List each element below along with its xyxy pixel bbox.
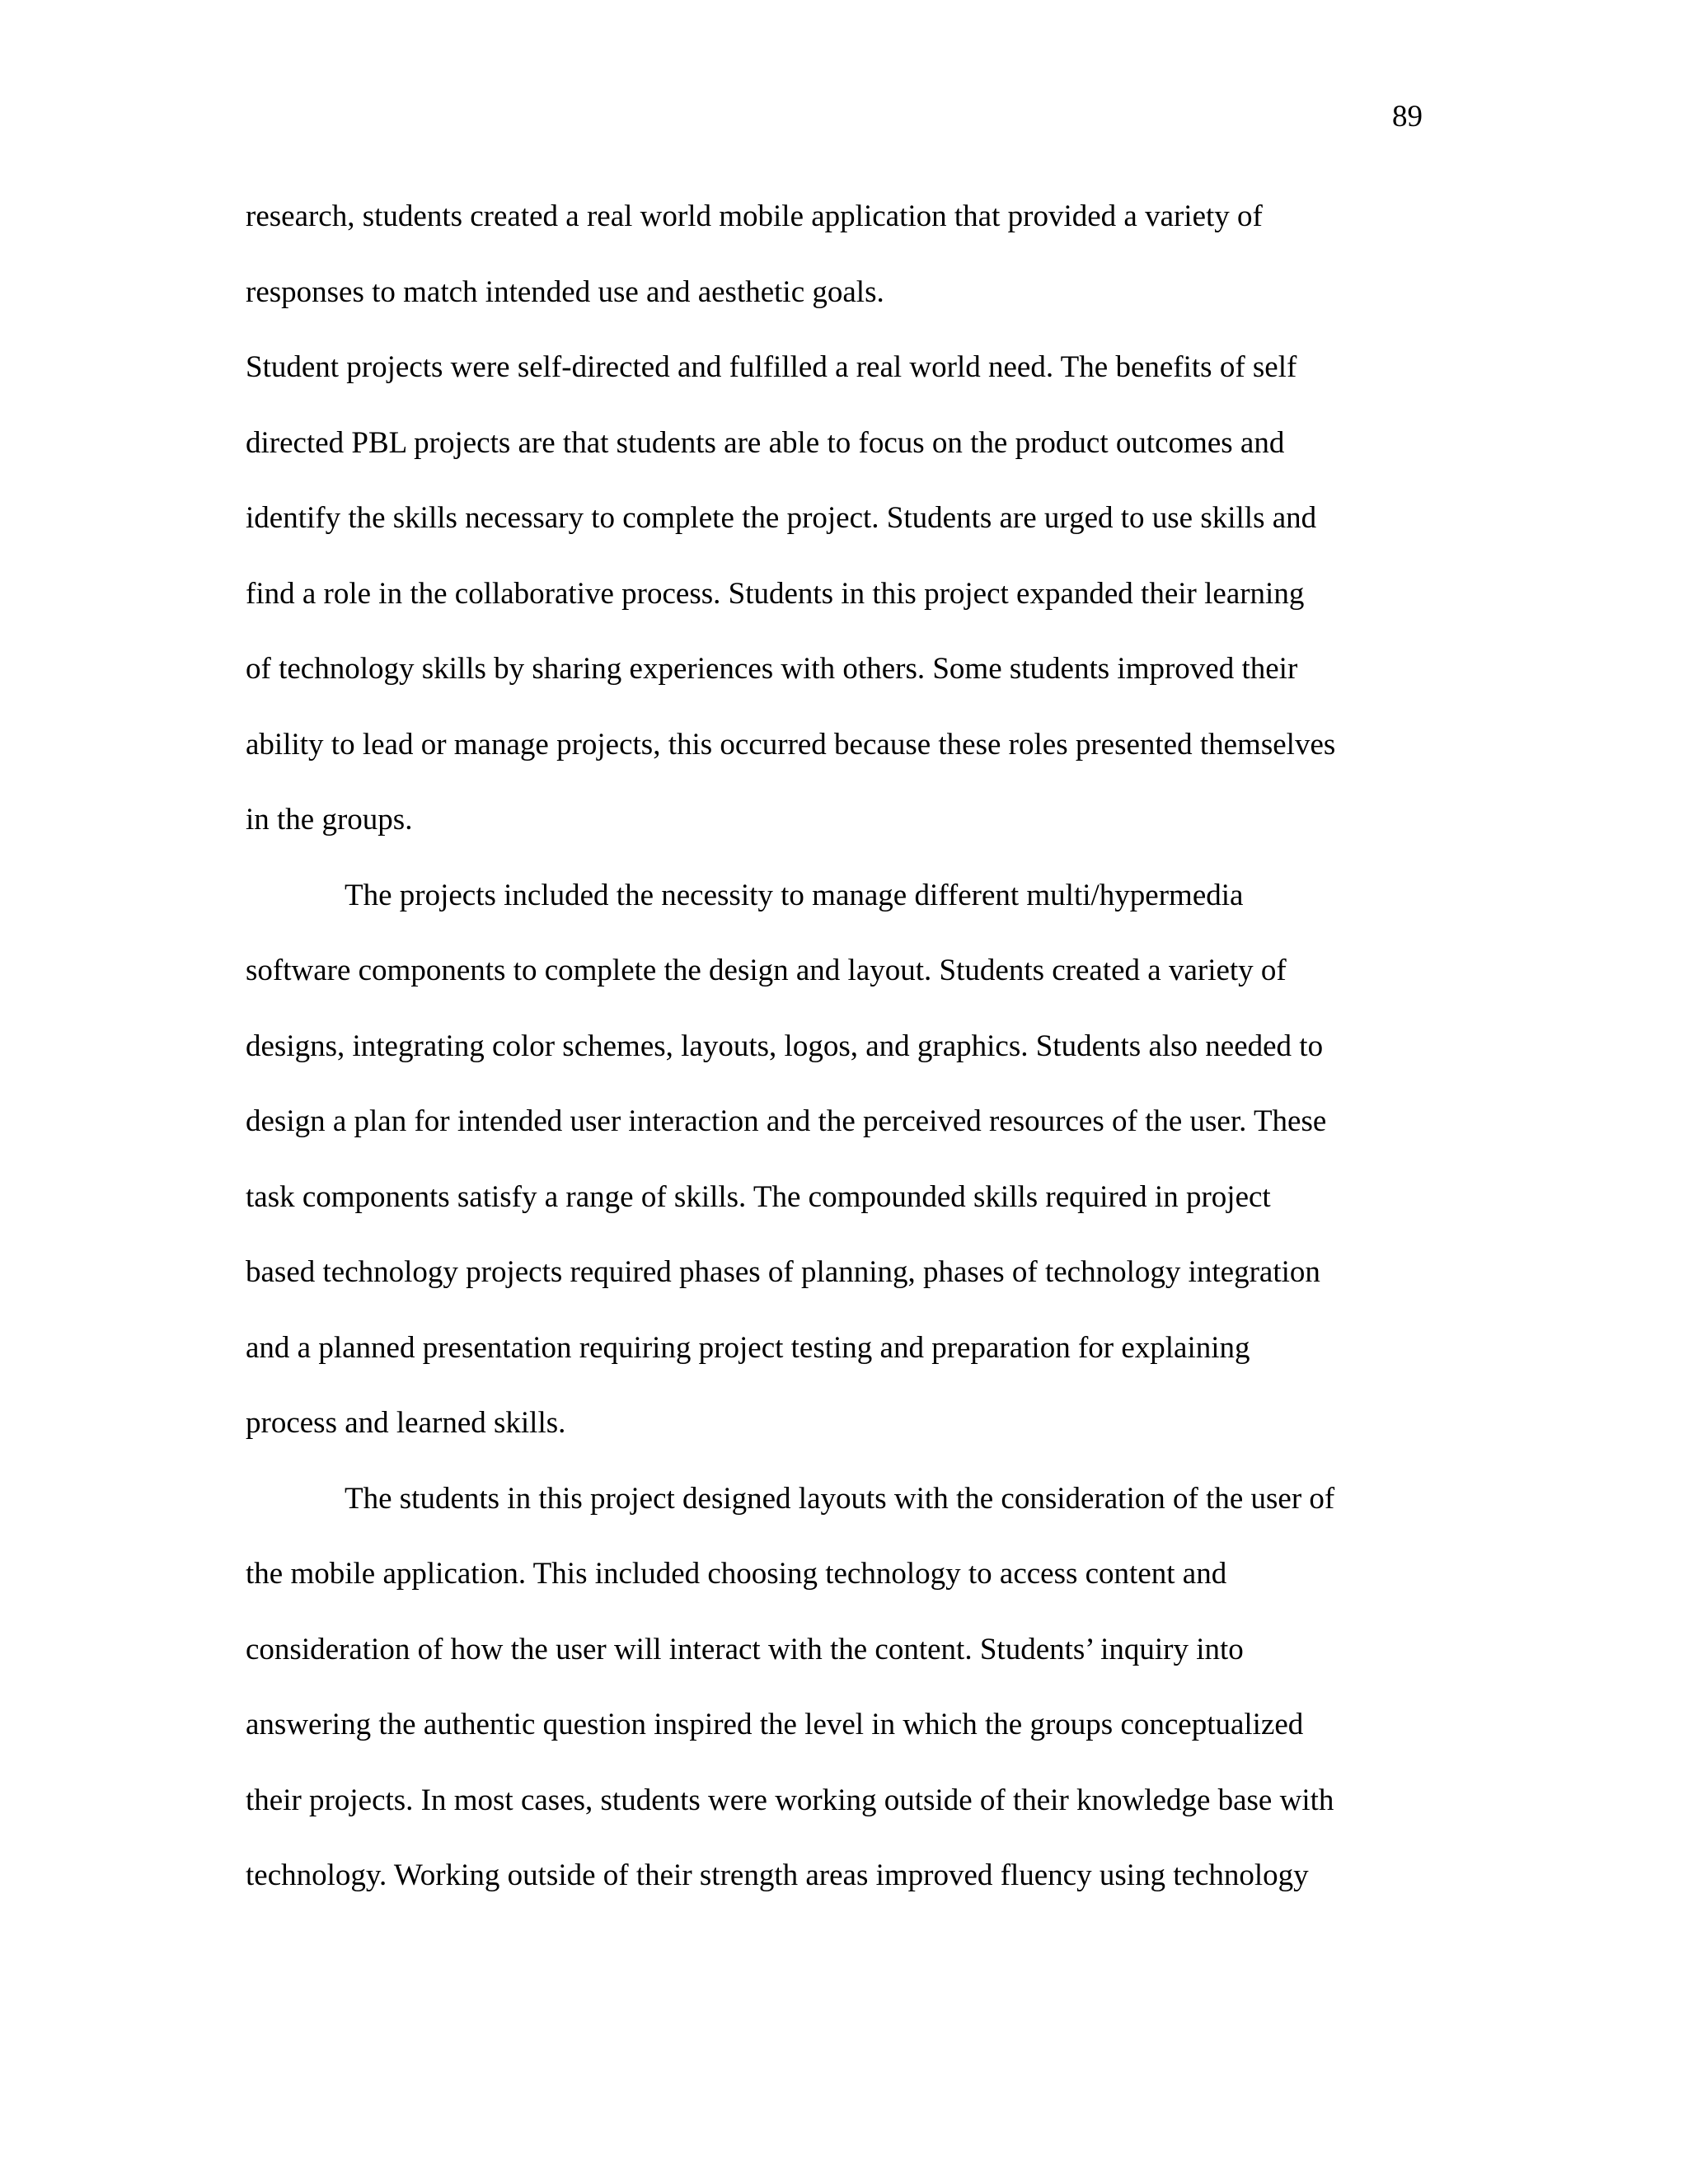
text-line: consideration of how the user will interact with the content. Students’ inquiry into	[246, 1632, 1244, 1666]
page-number: 89	[1392, 100, 1423, 134]
text-line: research, students created a real world mobile application that provided a variety of	[246, 199, 1263, 233]
text-line: in the groups.	[246, 803, 413, 837]
text-line: design a plan for intended user interaction and the perceived resources of the user. These	[246, 1104, 1327, 1138]
text-line: software components to complete the design and layout. Students created a variety of	[246, 954, 1287, 987]
text-line: task components satisfy a range of skills. The compounded skills required in project	[246, 1179, 1271, 1214]
text-line: identify the skills necessary to complete the project. Students are urged to use skills and	[246, 501, 1317, 535]
text-line: ability to lead or manage projects, this occurred because these roles presented themselves	[246, 727, 1336, 762]
text-line: answering the authentic question inspired the level in which the groups conceptualized	[246, 1708, 1304, 1741]
text-line: the mobile application. This included choosing technology to access content and	[246, 1557, 1227, 1591]
text-line: of technology skills by sharing experiences with others. Some students improved their	[246, 652, 1298, 686]
text-line: technology. Working outside of their strength areas improved fluency using technology	[246, 1858, 1309, 1892]
text-line: responses to match intended use and aesthetic goals.	[246, 274, 884, 309]
text-line: Student projects were self-directed and fulfilled a real world need. The benefits of self	[246, 350, 1297, 384]
paragraph-first-line: The projects included the necessity to manage different multi/hypermedia	[345, 878, 1244, 912]
text-line: their projects. In most cases, students were working outside of their knowledge base with	[246, 1783, 1334, 1817]
text-line: and a planned presentation requiring project testing and preparation for explaining	[246, 1330, 1250, 1365]
text-line: directed PBL projects are that students are able to focus on the product outcomes and	[246, 425, 1285, 460]
text-line: designs, integrating color schemes, layouts, logos, and graphics. Students also needed to	[246, 1029, 1324, 1063]
text-line: find a role in the collaborative process. Students in this project expanded their learning	[246, 576, 1305, 611]
text-line: process and learned skills.	[246, 1406, 566, 1440]
paragraph-first-line: The students in this project designed layouts with the consideration of the user of	[345, 1481, 1335, 1516]
body-text	[246, 194, 1442, 1929]
text-line: based technology projects required phases of planning, phases of technology integration	[246, 1255, 1320, 1289]
